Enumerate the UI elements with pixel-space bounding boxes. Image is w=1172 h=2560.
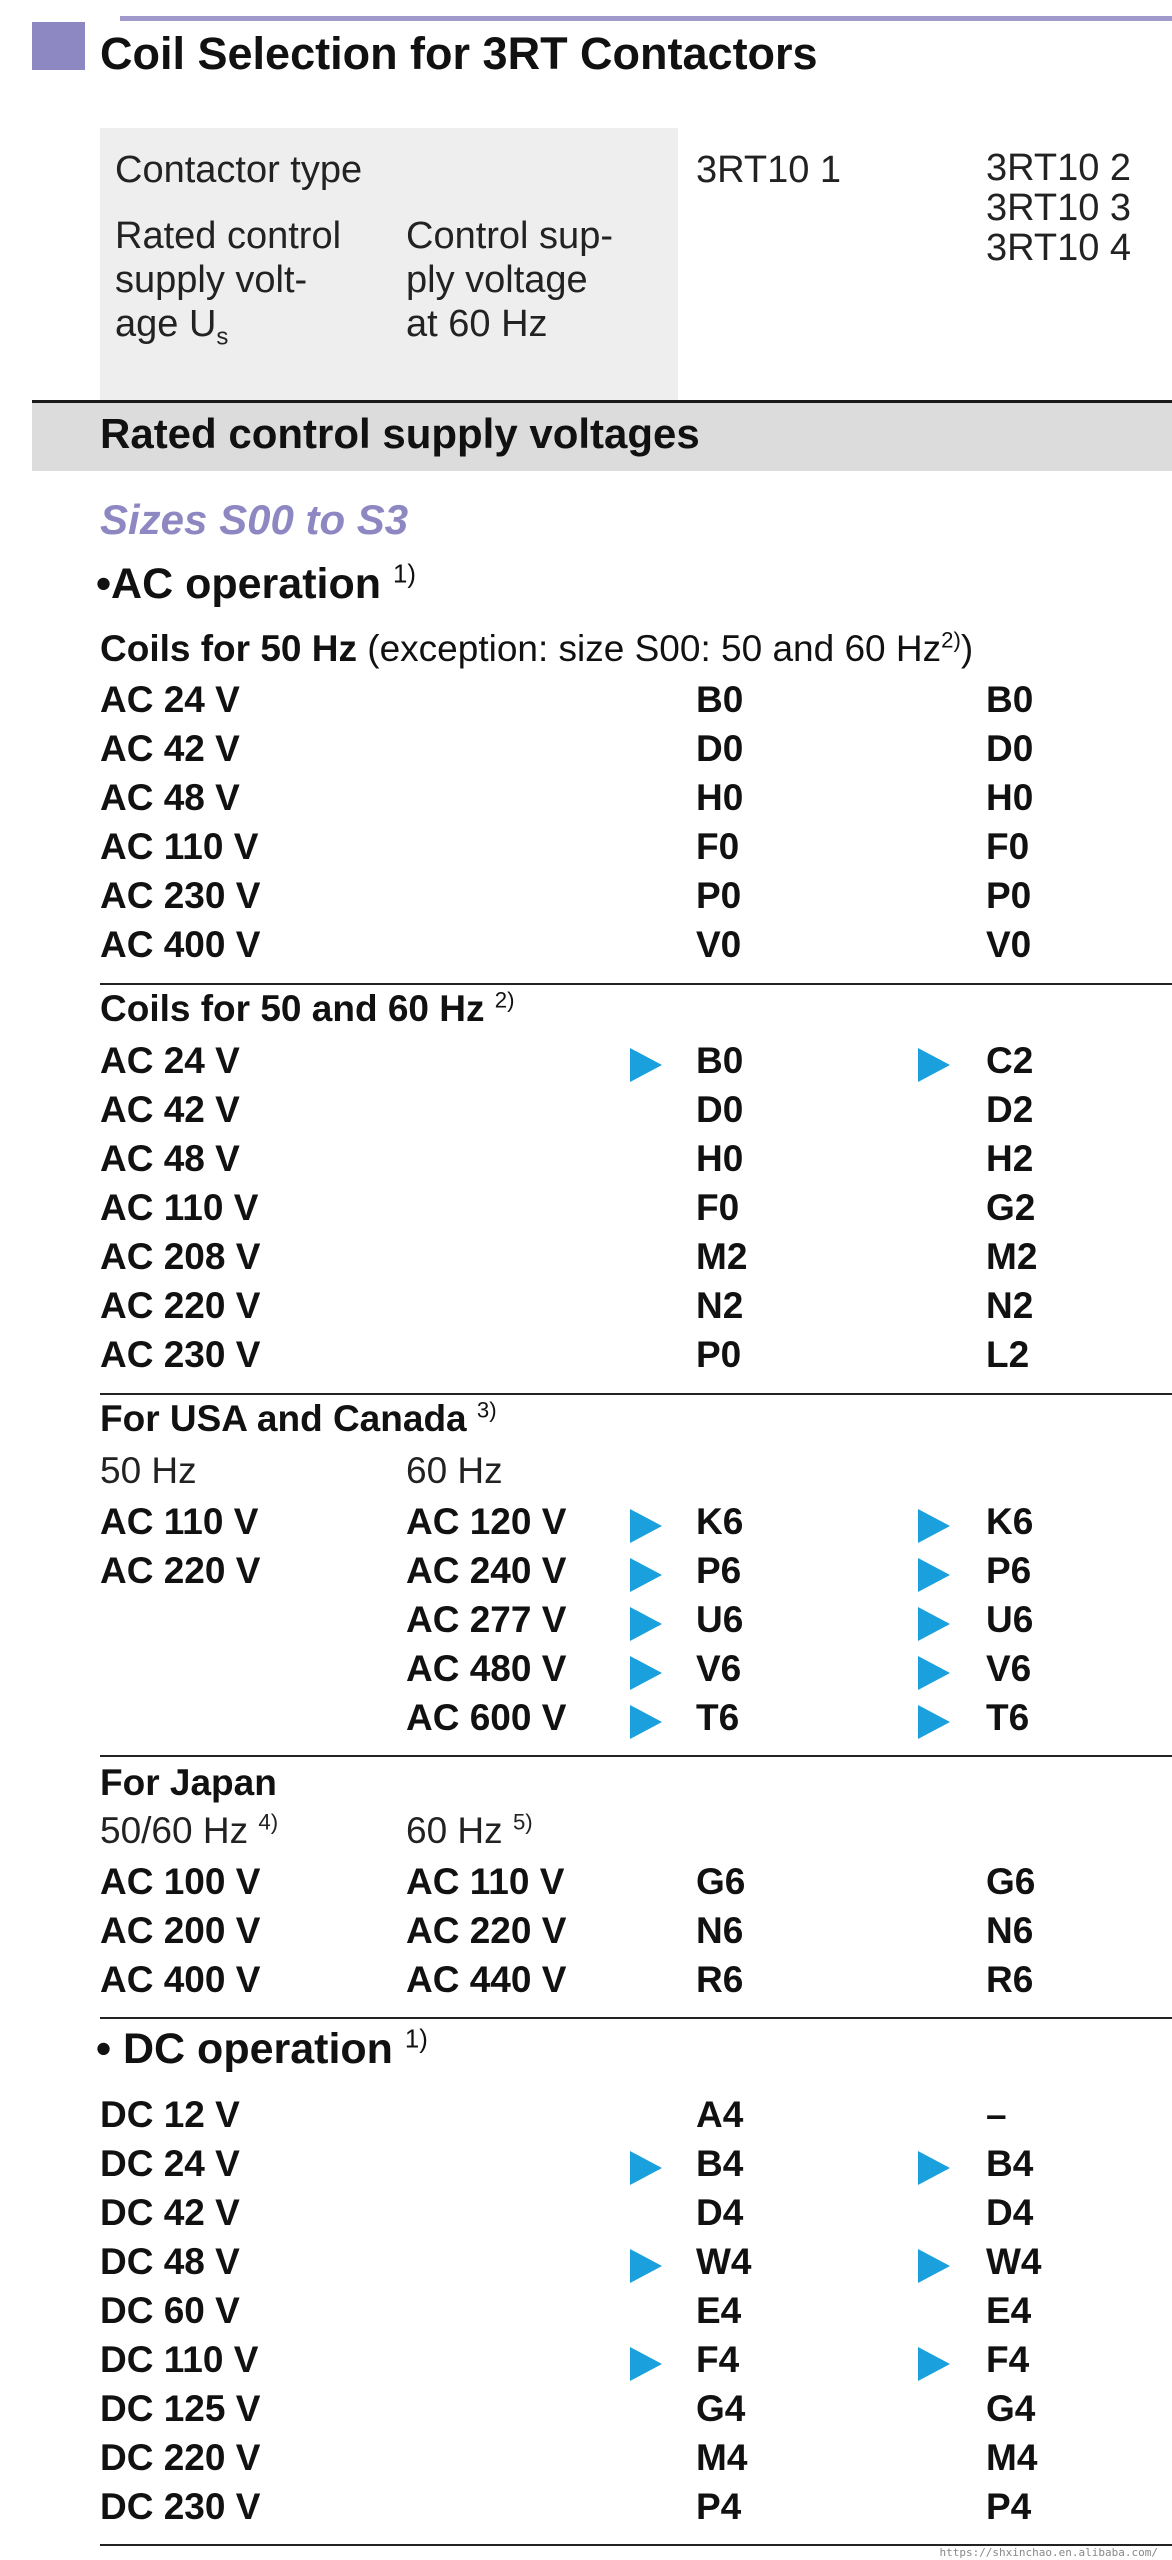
code-3rt10-2-cell: C2 bbox=[986, 1040, 1034, 1081]
preferred-type-arrow-icon bbox=[630, 2249, 662, 2283]
code-3rt10-1-cell: F0 bbox=[696, 1187, 740, 1228]
coils-50hz-note-sup: 2) bbox=[941, 627, 961, 653]
voltage-cell: DC 24 V bbox=[100, 2143, 240, 2184]
table-row bbox=[0, 724, 1172, 773]
code-3rt10-2-cell: K6 bbox=[986, 1501, 1034, 1542]
voltage-cell: DC 42 V bbox=[100, 2192, 240, 2233]
code-3rt10-2-cell: P4 bbox=[986, 2486, 1032, 2527]
preferred-type-arrow-icon bbox=[630, 1656, 662, 1690]
rated-label-line1: Rated control bbox=[115, 215, 342, 257]
code-3rt10-1-cell: W4 bbox=[696, 2241, 752, 2282]
code-3rt10-1-cell: P6 bbox=[696, 1550, 742, 1591]
voltage-cell: AC 110 V bbox=[100, 1187, 259, 1228]
voltage-60hz-cell: AC 110 V bbox=[406, 1861, 565, 1902]
table-row bbox=[0, 920, 1172, 969]
coils-50hz-note-close: ) bbox=[960, 628, 974, 669]
code-3rt10-1-cell: M4 bbox=[696, 2437, 748, 2478]
code-3rt10-1-cell: P4 bbox=[696, 2486, 742, 2527]
voltage-cell: DC 110 V bbox=[100, 2339, 259, 2380]
dc-operation-heading bbox=[96, 2025, 428, 2074]
preferred-type-arrow-icon bbox=[630, 1509, 662, 1543]
table-row bbox=[0, 1134, 1172, 1183]
preferred-type-arrow-icon bbox=[918, 1558, 950, 1592]
table-row bbox=[0, 1906, 1172, 1955]
section-divider bbox=[100, 983, 1172, 985]
preferred-type-arrow-icon bbox=[918, 1705, 950, 1739]
voltage-cell: AC 220 V bbox=[100, 1285, 261, 1326]
code-3rt10-1-cell: P0 bbox=[696, 1334, 742, 1375]
voltage-cell: AC 48 V bbox=[100, 777, 240, 818]
contactor-type-col1: 3RT10 1 bbox=[696, 149, 842, 191]
code-3rt10-1-cell: H0 bbox=[696, 1138, 744, 1179]
preferred-type-arrow-icon bbox=[630, 1558, 662, 1592]
band-title: Rated control supply voltages bbox=[100, 410, 700, 457]
voltage-cell: AC 208 V bbox=[100, 1236, 261, 1277]
voltage-cell: AC 100 V bbox=[100, 1861, 261, 1902]
code-3rt10-1-cell: H0 bbox=[696, 777, 744, 818]
voltage-cell: AC 24 V bbox=[100, 679, 240, 720]
code-3rt10-1-cell: E4 bbox=[696, 2290, 742, 2331]
usa-canada-title: For USA and Canada bbox=[100, 1398, 467, 1439]
code-3rt10-1-cell: G6 bbox=[696, 1861, 746, 1902]
usa-col2-head: 60 Hz bbox=[406, 1450, 503, 1491]
voltage-cell: AC 220 V bbox=[100, 1550, 261, 1591]
section-divider bbox=[100, 1755, 1172, 1757]
table-row bbox=[0, 1955, 1172, 2004]
control-label-line1: Control sup- bbox=[406, 215, 613, 257]
code-3rt10-2-cell: E4 bbox=[986, 2290, 1032, 2331]
voltage-cell: AC 110 V bbox=[100, 1501, 259, 1542]
table-row bbox=[0, 1232, 1172, 1281]
preferred-type-arrow-icon bbox=[918, 1656, 950, 1690]
preferred-type-arrow-icon bbox=[918, 1607, 950, 1641]
table-row bbox=[0, 1183, 1172, 1232]
code-3rt10-2-cell: P0 bbox=[986, 875, 1032, 916]
code-3rt10-2-cell: P6 bbox=[986, 1550, 1032, 1591]
voltage-60hz-cell: AC 277 V bbox=[406, 1599, 567, 1640]
code-3rt10-2-cell: H0 bbox=[986, 777, 1034, 818]
table-row bbox=[0, 2482, 1172, 2531]
code-3rt10-1-cell: V0 bbox=[696, 924, 742, 965]
code-3rt10-2-cell: F0 bbox=[986, 826, 1030, 867]
code-3rt10-1-cell: P0 bbox=[696, 875, 742, 916]
voltage-cell: DC 220 V bbox=[100, 2437, 261, 2478]
japan-heading: For Japan bbox=[100, 1762, 277, 1803]
rated-label-sub: s bbox=[216, 323, 229, 351]
code-3rt10-2-cell: L2 bbox=[986, 1334, 1030, 1375]
code-3rt10-2-cell: – bbox=[986, 2094, 1007, 2135]
voltage-cell: AC 24 V bbox=[100, 1040, 240, 1081]
code-3rt10-1-cell: B0 bbox=[696, 1040, 744, 1081]
preferred-type-arrow-icon bbox=[918, 2151, 950, 2185]
table-row bbox=[0, 675, 1172, 724]
code-3rt10-2-cell: M2 bbox=[986, 1236, 1038, 1277]
usa-canada-heading bbox=[100, 1398, 497, 1440]
table-row bbox=[0, 1644, 1172, 1693]
source-url: https://shxinchao.en.alibaba.com/ bbox=[939, 2546, 1158, 2559]
voltage-cell: DC 230 V bbox=[100, 2486, 261, 2527]
code-3rt10-2-cell: T6 bbox=[986, 1697, 1030, 1738]
table-row bbox=[0, 1546, 1172, 1595]
voltage-cell: DC 60 V bbox=[100, 2290, 240, 2331]
section-divider bbox=[100, 2017, 1172, 2019]
preferred-type-arrow-icon bbox=[630, 2151, 662, 2185]
usa-col1-head: 50 Hz bbox=[100, 1450, 197, 1491]
table-row bbox=[0, 2237, 1172, 2286]
preferred-type-arrow-icon bbox=[630, 1607, 662, 1641]
voltage-60hz-cell: AC 480 V bbox=[406, 1648, 567, 1689]
coils-50hz-title: Coils for 50 Hz bbox=[100, 628, 357, 669]
code-3rt10-1-cell: D4 bbox=[696, 2192, 744, 2233]
code-3rt10-2-cell: D2 bbox=[986, 1089, 1034, 1130]
code-3rt10-2-cell: V6 bbox=[986, 1648, 1032, 1689]
voltage-60hz-cell: AC 120 V bbox=[406, 1501, 567, 1542]
control-label-line3: at 60 Hz bbox=[406, 303, 548, 345]
usa-canada-sup: 3) bbox=[476, 1397, 497, 1423]
code-3rt10-2-cell: W4 bbox=[986, 2241, 1042, 2282]
contactor-type-col2-line1: 3RT10 2 bbox=[986, 147, 1132, 189]
table-row bbox=[0, 2139, 1172, 2188]
coils-50hz-heading bbox=[100, 628, 973, 670]
code-3rt10-2-cell: V0 bbox=[986, 924, 1032, 965]
code-3rt10-1-cell: R6 bbox=[696, 1959, 744, 2000]
preferred-type-arrow-icon bbox=[630, 1048, 662, 1082]
code-3rt10-1-cell: T6 bbox=[696, 1697, 740, 1738]
voltage-cell: AC 400 V bbox=[100, 1959, 261, 2000]
coils-5060hz-sup: 2) bbox=[494, 987, 515, 1013]
voltage-cell: AC 200 V bbox=[100, 1910, 261, 1951]
rated-label-line3 bbox=[115, 302, 341, 360]
voltage-cell: AC 48 V bbox=[100, 1138, 240, 1179]
contactor-type-label: Contactor type bbox=[115, 149, 363, 191]
code-3rt10-2-cell: U6 bbox=[986, 1599, 1034, 1640]
sizes-title: Sizes S00 to S3 bbox=[100, 496, 409, 543]
voltage-cell: AC 400 V bbox=[100, 924, 261, 965]
voltage-cell: AC 230 V bbox=[100, 875, 261, 916]
coils-50hz-note: (exception: size S00: 50 and 60 Hz bbox=[367, 628, 942, 669]
code-3rt10-2-cell: D4 bbox=[986, 2192, 1034, 2233]
table-row bbox=[0, 2188, 1172, 2237]
voltage-cell: DC 125 V bbox=[100, 2388, 261, 2429]
table-row bbox=[0, 1595, 1172, 1644]
table-row bbox=[0, 2090, 1172, 2139]
rated-voltage-label bbox=[115, 214, 341, 360]
code-3rt10-2-cell: N6 bbox=[986, 1910, 1034, 1951]
contactor-type-col2 bbox=[986, 148, 1131, 268]
table-row bbox=[0, 1330, 1172, 1379]
code-3rt10-2-cell: M4 bbox=[986, 2437, 1038, 2478]
coils-5060hz-heading bbox=[100, 988, 515, 1030]
table-row bbox=[0, 1693, 1172, 1742]
code-3rt10-2-cell: N2 bbox=[986, 1285, 1034, 1326]
code-3rt10-2-cell: G2 bbox=[986, 1187, 1036, 1228]
voltage-cell: DC 12 V bbox=[100, 2094, 240, 2135]
preferred-type-arrow-icon bbox=[918, 1509, 950, 1543]
dc-heading-text: • DC operation bbox=[96, 2025, 393, 2073]
title-accent-block bbox=[32, 22, 85, 70]
table-row bbox=[0, 2335, 1172, 2384]
japan-col1-sup: 4) bbox=[258, 1809, 279, 1835]
preferred-type-arrow-icon bbox=[630, 2347, 662, 2381]
rated-label-text: age U bbox=[115, 303, 217, 345]
rated-label-line2: supply volt- bbox=[115, 259, 308, 301]
voltage-60hz-cell: AC 600 V bbox=[406, 1697, 567, 1738]
code-3rt10-1-cell: U6 bbox=[696, 1599, 744, 1640]
dc-heading-note: 1) bbox=[404, 2025, 428, 2054]
voltage-cell: AC 110 V bbox=[100, 826, 259, 867]
title-accent-line bbox=[120, 16, 1172, 21]
code-3rt10-1-cell: D0 bbox=[696, 1089, 744, 1130]
code-3rt10-1-cell: F4 bbox=[696, 2339, 740, 2380]
control-label-line2: ply voltage bbox=[406, 259, 588, 301]
code-3rt10-2-cell: F4 bbox=[986, 2339, 1030, 2380]
japan-col2-sup: 5) bbox=[512, 1809, 533, 1835]
japan-col2-head bbox=[406, 1810, 533, 1852]
voltage-cell: AC 230 V bbox=[100, 1334, 261, 1375]
contactor-type-col2-line3: 3RT10 4 bbox=[986, 227, 1132, 269]
ac-operation-heading bbox=[96, 560, 416, 609]
code-3rt10-1-cell: D0 bbox=[696, 728, 744, 769]
japan-col1-head-text: 50/60 Hz bbox=[100, 1810, 249, 1851]
ac-heading-text: •AC operation bbox=[96, 560, 382, 608]
table-row bbox=[0, 2433, 1172, 2482]
code-3rt10-1-cell: B0 bbox=[696, 679, 744, 720]
control-voltage-label bbox=[406, 214, 613, 346]
voltage-60hz-cell: AC 440 V bbox=[406, 1959, 567, 2000]
table-row bbox=[0, 1497, 1172, 1546]
japan-col1-head bbox=[100, 1810, 278, 1852]
japan-col2-head-text: 60 Hz bbox=[406, 1810, 503, 1851]
table-row bbox=[0, 871, 1172, 920]
code-3rt10-2-cell: G4 bbox=[986, 2388, 1036, 2429]
table-row bbox=[0, 1857, 1172, 1906]
code-3rt10-2-cell: B0 bbox=[986, 679, 1034, 720]
table-row bbox=[0, 1281, 1172, 1330]
code-3rt10-2-cell: D0 bbox=[986, 728, 1034, 769]
preferred-type-arrow-icon bbox=[918, 1048, 950, 1082]
table-row bbox=[0, 2286, 1172, 2335]
page-title: Coil Selection for 3RT Contactors bbox=[100, 28, 818, 79]
coils-5060hz-title: Coils for 50 and 60 Hz bbox=[100, 988, 485, 1029]
code-3rt10-1-cell: F0 bbox=[696, 826, 740, 867]
voltage-cell: AC 42 V bbox=[100, 1089, 240, 1130]
voltage-cell: AC 42 V bbox=[100, 728, 240, 769]
preferred-type-arrow-icon bbox=[630, 1705, 662, 1739]
code-3rt10-1-cell: V6 bbox=[696, 1648, 742, 1689]
preferred-type-arrow-icon bbox=[918, 2249, 950, 2283]
voltage-60hz-cell: AC 220 V bbox=[406, 1910, 567, 1951]
code-3rt10-2-cell: G6 bbox=[986, 1861, 1036, 1902]
table-row bbox=[0, 773, 1172, 822]
code-3rt10-1-cell: K6 bbox=[696, 1501, 744, 1542]
code-3rt10-1-cell: N6 bbox=[696, 1910, 744, 1951]
code-3rt10-2-cell: H2 bbox=[986, 1138, 1034, 1179]
code-3rt10-1-cell: M2 bbox=[696, 1236, 748, 1277]
code-3rt10-1-cell: G4 bbox=[696, 2388, 746, 2429]
code-3rt10-1-cell: B4 bbox=[696, 2143, 744, 2184]
preferred-type-arrow-icon bbox=[918, 2347, 950, 2381]
voltage-cell: DC 48 V bbox=[100, 2241, 240, 2282]
code-3rt10-2-cell: B4 bbox=[986, 2143, 1034, 2184]
code-3rt10-1-cell: N2 bbox=[696, 1285, 744, 1326]
voltage-60hz-cell: AC 240 V bbox=[406, 1550, 567, 1591]
section-divider bbox=[100, 1393, 1172, 1395]
table-row bbox=[0, 1085, 1172, 1134]
ac-heading-note: 1) bbox=[392, 560, 416, 589]
table-row bbox=[0, 1036, 1172, 1085]
code-3rt10-2-cell: R6 bbox=[986, 1959, 1034, 2000]
table-row bbox=[0, 2384, 1172, 2433]
code-3rt10-1-cell: A4 bbox=[696, 2094, 744, 2135]
table-row bbox=[0, 822, 1172, 871]
contactor-type-col2-line2: 3RT10 3 bbox=[986, 187, 1132, 229]
